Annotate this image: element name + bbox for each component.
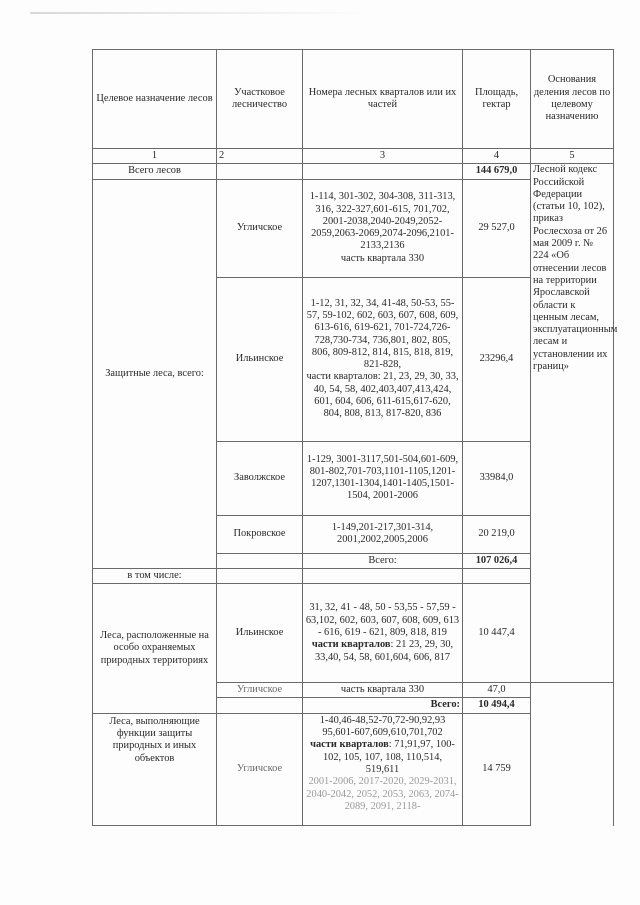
area-value: 20 219,0: [463, 515, 531, 553]
header-basis: Основания деления лесов по целевому назначению: [531, 50, 614, 149]
subtotal-area: 10 494,4: [463, 698, 531, 713]
legal-basis-cell: [531, 164, 618, 683]
district-name: Ильинское: [217, 584, 303, 683]
protection-functions-row: [93, 713, 614, 825]
quarter-parts-label: части кварталов: [310, 739, 389, 751]
district-name: Покровское: [217, 515, 303, 553]
area-value: 33984,0: [463, 441, 531, 515]
quarter-parts: : 21 23, 29, 30, 33,40, 54, 58, 601,604, 606, 817: [314, 639, 454, 663]
quarter-numbers: 1-40,46-48,52-70,72-90,92,93 95,601-607,609,610,701,702: [319, 714, 446, 739]
protective-forests-label: Защитные леса, всего:: [93, 179, 217, 568]
including-label: в том числе:: [93, 568, 217, 583]
subtotal-label: Всего:: [303, 553, 463, 568]
district-name: Угличское: [217, 683, 303, 698]
area-value: 14 759: [463, 713, 531, 825]
header-district: Участковое лесничество: [217, 50, 303, 149]
quarter-list: 1-149,201-217,301-314, 2001,2002,2005,2006: [303, 515, 463, 553]
district-name: Ильинское: [217, 277, 303, 441]
district-name: Угличское: [217, 179, 303, 277]
total-forests-row: [93, 164, 614, 179]
area-value: 29 527,0: [463, 179, 531, 277]
legal-basis-text: Лесной кодекс Российской Федерации (статьи 10, 102), приказ Рослесхоза от 26 мая 2009 г. № 224 «Об отнесении лесов на территории Ярославской области к ценным лесам, эксплуатационным лесам и установлении их границ»: [533, 164, 618, 373]
subtotal-area: 107 026,4: [463, 553, 531, 568]
column-number: 3: [303, 149, 463, 164]
column-number: 1: [93, 149, 217, 164]
area-value: 10 447,4: [463, 584, 531, 683]
column-number: 2: [217, 149, 303, 164]
total-forests-label: Всего лесов: [93, 164, 217, 179]
quarter-list: [303, 713, 463, 825]
header-quarters: Номера лесных кварталов или их частей: [303, 50, 463, 149]
forest-allocation-table: [92, 49, 618, 826]
area-value: 23296,4: [463, 277, 531, 441]
total-forests-area: 144 679,0: [463, 164, 531, 179]
quarter-parts: : 71,91,97, 100-102, 105, 107, 108, 110,514, 519,611: [322, 739, 455, 775]
header-purpose: Целевое назначение лесов: [93, 50, 217, 149]
district-name: Угличское: [217, 713, 303, 825]
subtotal-label: Всего:: [303, 698, 463, 713]
protected-territories-label: Леса, расположенные на особо охраняемых природных территориях: [93, 584, 217, 714]
table-header-row: [93, 50, 614, 149]
quarter-list: [303, 584, 463, 683]
scan-artifact-line: [30, 12, 370, 14]
quarter-list: 1-129, 3001-3117,501-504,601-609, 801-802,701-703,1101-1105,1201-1207,1301-1304,1401-1405,1501-1504, 2001-2006: [303, 441, 463, 515]
column-number: 4: [463, 149, 531, 164]
column-number: 5: [531, 149, 614, 164]
quarter-extra: 2001-2006, 2017-2020, 2029-2031, 2040-2042, 2052, 2053, 2063, 2074-2089, 2091, 2118-: [306, 776, 459, 812]
quarter-parts: часть квартала 330: [340, 252, 425, 264]
header-area: Площадь, гектар: [463, 50, 531, 149]
quarter-list: часть квартала 330: [303, 683, 463, 698]
area-value: 47,0: [463, 683, 531, 698]
column-numbers-row: [93, 149, 614, 164]
quarter-parts-label: части кварталов: [311, 639, 391, 651]
quarter-list: [303, 179, 463, 277]
quarter-numbers: 1-114, 301-302, 304-308, 311-313, 316, 322-327,601-615, 701,702, 2001-2038,2040-2049,2052-2059,2063-2069,2074-2096,2101-2133,2136: [309, 191, 456, 252]
quarter-parts: части кварталов: 21, 23, 29, 30, 33, 40, 54, 58, 402,403,407,413,424, 601, 604, 606, 611-615,617-620, 804, 808, 813, 817-820, 836: [306, 371, 459, 420]
quarter-list: [303, 277, 463, 441]
quarter-numbers: 31, 32, 41 - 48, 50 - 53,55 - 57,59 - 63,102, 602, 603, 607, 608, 609, 613 - 616, 619 - 621, 809, 818, 819: [305, 602, 460, 639]
quarter-numbers: 1-12, 31, 32, 34, 41-48, 50-53, 55-57, 59-102, 602, 603, 607, 608, 609, 613-616, 619-621, 701-724,726-728,730-734, 736,801, 802, 805, 806, 809-812, 814, 815, 818, 819, 821-828,: [306, 297, 459, 371]
district-name: Заволжское: [217, 441, 303, 515]
protection-functions-label: Леса, выполняющие функции защиты природных и иных объектов: [93, 713, 217, 825]
